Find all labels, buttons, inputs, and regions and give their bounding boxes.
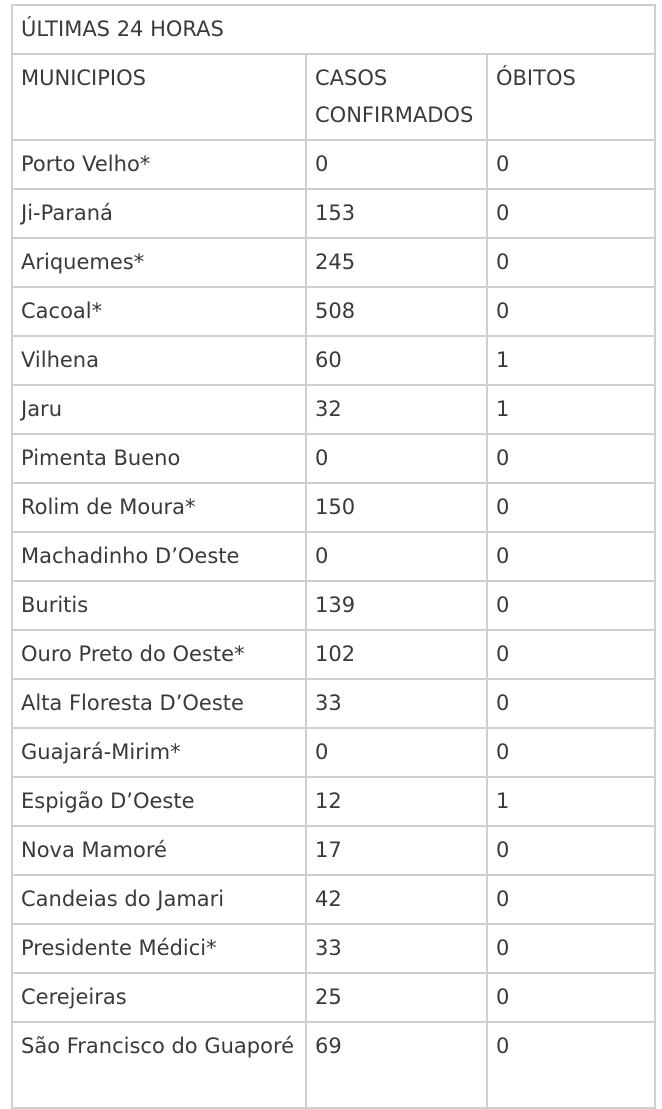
table-row — [12, 777, 655, 826]
table-row — [12, 728, 655, 777]
table-row — [12, 434, 655, 483]
column-header-obitos: ÓBITOS — [487, 54, 655, 140]
obitos-cell: 0 — [487, 483, 655, 532]
obitos-cell: 0 — [487, 728, 655, 777]
obitos-cell: 0 — [487, 630, 655, 679]
table-row — [12, 532, 655, 581]
obitos-cell: 0 — [487, 434, 655, 483]
casos-confirmados-cell: 69 — [306, 1022, 487, 1108]
table-header-row — [12, 54, 655, 140]
obitos-cell: 0 — [487, 924, 655, 973]
column-header-casos-confirmados: CASOS CONFIRMADOS — [306, 54, 487, 140]
obitos-cell: 0 — [487, 189, 655, 238]
casos-confirmados-cell: 0 — [306, 532, 487, 581]
table-row — [12, 924, 655, 973]
municipio-cell: Cerejeiras — [12, 973, 306, 1022]
obitos-cell: 0 — [487, 973, 655, 1022]
obitos-cell: 0 — [487, 826, 655, 875]
column-header-municipios: MUNICIPIOS — [12, 54, 306, 140]
casos-confirmados-cell: 33 — [306, 924, 487, 973]
obitos-cell: 1 — [487, 336, 655, 385]
municipio-cell: Alta Floresta D’Oeste — [12, 679, 306, 728]
table-row — [12, 483, 655, 532]
municipio-cell: São Francisco do Guaporé — [12, 1022, 306, 1108]
obitos-cell: 0 — [487, 532, 655, 581]
table-row — [12, 287, 655, 336]
casos-confirmados-cell: 0 — [306, 434, 487, 483]
casos-confirmados-cell: 139 — [306, 581, 487, 630]
covid-cases-table — [11, 4, 656, 1109]
casos-confirmados-cell: 102 — [306, 630, 487, 679]
casos-confirmados-cell: 25 — [306, 973, 487, 1022]
municipio-cell: Ouro Preto do Oeste* — [12, 630, 306, 679]
municipio-cell: Ariquemes* — [12, 238, 306, 287]
municipio-cell: Cacoal* — [12, 287, 306, 336]
municipio-cell: Nova Mamoré — [12, 826, 306, 875]
table-row — [12, 826, 655, 875]
casos-confirmados-cell: 245 — [306, 238, 487, 287]
municipio-cell: Porto Velho* — [12, 140, 306, 189]
obitos-cell: 0 — [487, 679, 655, 728]
table-row — [12, 238, 655, 287]
municipio-cell: Machadinho D’Oeste — [12, 532, 306, 581]
obitos-cell: 1 — [487, 385, 655, 434]
table-title-row — [12, 5, 655, 54]
casos-confirmados-cell: 32 — [306, 385, 487, 434]
obitos-cell: 0 — [487, 238, 655, 287]
table-title: ÚLTIMAS 24 HORAS — [12, 5, 655, 54]
obitos-cell: 0 — [487, 581, 655, 630]
casos-confirmados-cell: 60 — [306, 336, 487, 385]
table-row — [12, 385, 655, 434]
municipio-cell: Pimenta Bueno — [12, 434, 306, 483]
casos-confirmados-cell: 0 — [306, 140, 487, 189]
municipio-cell: Buritis — [12, 581, 306, 630]
municipio-cell: Espigão D’Oeste — [12, 777, 306, 826]
obitos-cell: 1 — [487, 777, 655, 826]
obitos-cell: 0 — [487, 875, 655, 924]
casos-confirmados-cell: 42 — [306, 875, 487, 924]
casos-confirmados-cell: 0 — [306, 728, 487, 777]
table-row — [12, 336, 655, 385]
obitos-cell: 0 — [487, 287, 655, 336]
casos-confirmados-cell: 33 — [306, 679, 487, 728]
municipio-cell: Vilhena — [12, 336, 306, 385]
table-row — [12, 581, 655, 630]
casos-confirmados-cell: 12 — [306, 777, 487, 826]
casos-confirmados-cell: 17 — [306, 826, 487, 875]
obitos-cell: 0 — [487, 140, 655, 189]
municipio-cell: Presidente Médici* — [12, 924, 306, 973]
municipio-cell: Ji-Paraná — [12, 189, 306, 238]
casos-confirmados-cell: 508 — [306, 287, 487, 336]
table-row — [12, 189, 655, 238]
table-row — [12, 875, 655, 924]
municipio-cell: Jaru — [12, 385, 306, 434]
municipio-cell: Guajará-Mirim* — [12, 728, 306, 777]
casos-confirmados-cell: 150 — [306, 483, 487, 532]
casos-confirmados-cell: 153 — [306, 189, 487, 238]
municipio-cell: Candeias do Jamari — [12, 875, 306, 924]
municipio-cell: Rolim de Moura* — [12, 483, 306, 532]
table-row — [12, 973, 655, 1022]
table-row — [12, 630, 655, 679]
table-row — [12, 140, 655, 189]
obitos-cell: 0 — [487, 1022, 655, 1108]
table-row — [12, 1022, 655, 1108]
table-row — [12, 679, 655, 728]
